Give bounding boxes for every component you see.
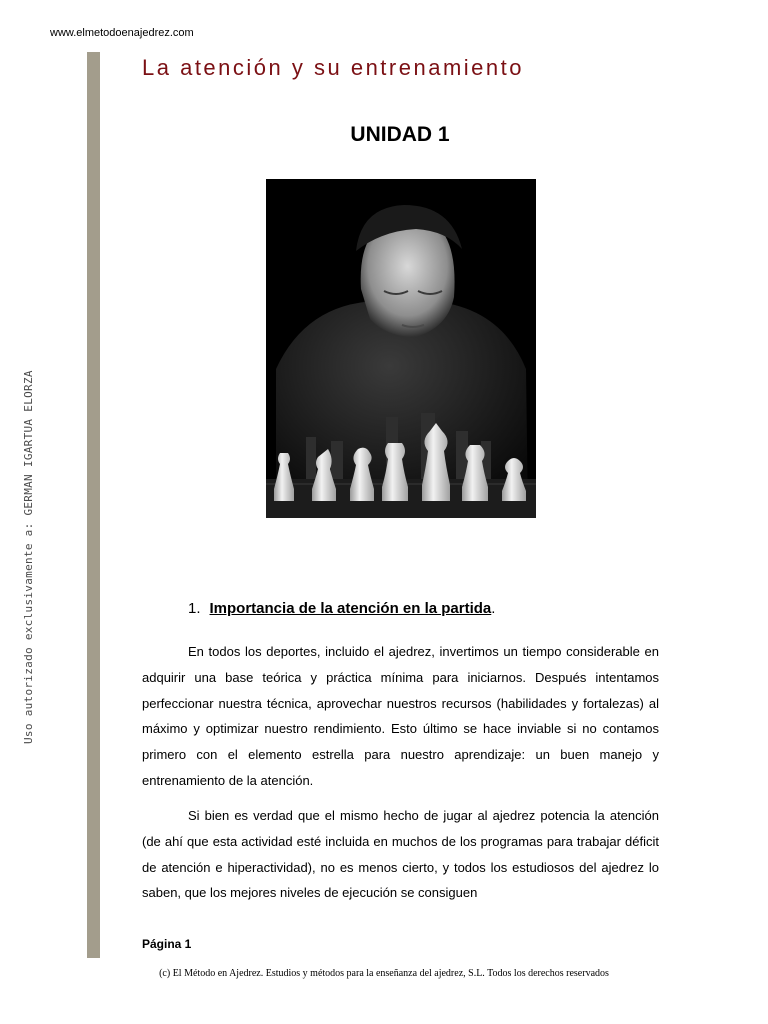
document-title: La atención y su entrenamiento: [142, 55, 524, 80]
license-notice-vertical: Uso autorizado exclusivamente a: GERMAN IGARTUA ELORZA: [22, 370, 35, 744]
unit-heading: UNIDAD 1: [350, 123, 450, 146]
site-url: www.elmetodoenajedrez.com: [50, 27, 194, 39]
section-number: 1.: [188, 600, 201, 617]
side-bar-decoration: [87, 52, 100, 958]
chess-player-photo: [266, 179, 536, 518]
section-heading: [188, 600, 495, 617]
section-title: Importancia de la atención en la partida: [209, 600, 492, 617]
body-paragraph-1: En todos los deportes, incluido el ajedrez, invertimos un tiempo considerable en adquirir una base teórica y práctica mínima para iniciarnos. Después intentamos perfeccionar nuestra técnica, aprovechar nuestros recursos (habilidades y fortalezas) al máximo y optimizar nuestro rendimiento. Esto último se hace inviable si no contamos primero con el elemento estrella para nuestro aprendizaje: un buen manejo y entrenamiento de la atención.: [142, 644, 659, 788]
body-paragraph-2: Si bien es verdad que el mismo hecho de jugar al ajedrez potencia la atención (de ahí que esta actividad esté incluida en muchos de los programas para trabajar déficit de atención e hiperactividad), no es menos cierto, y todos los estudiosos del ajedrez lo saben, que los mejores niveles de ejecución se consiguen: [142, 808, 659, 901]
copyright-footer: (c) El Método en Ajedrez. Estudios y métodos para la enseñanza del ajedrez, S.L. Todos los derechos reservados: [159, 968, 609, 979]
section-title-period: .: [491, 600, 496, 617]
page-number: Página 1: [142, 937, 192, 951]
